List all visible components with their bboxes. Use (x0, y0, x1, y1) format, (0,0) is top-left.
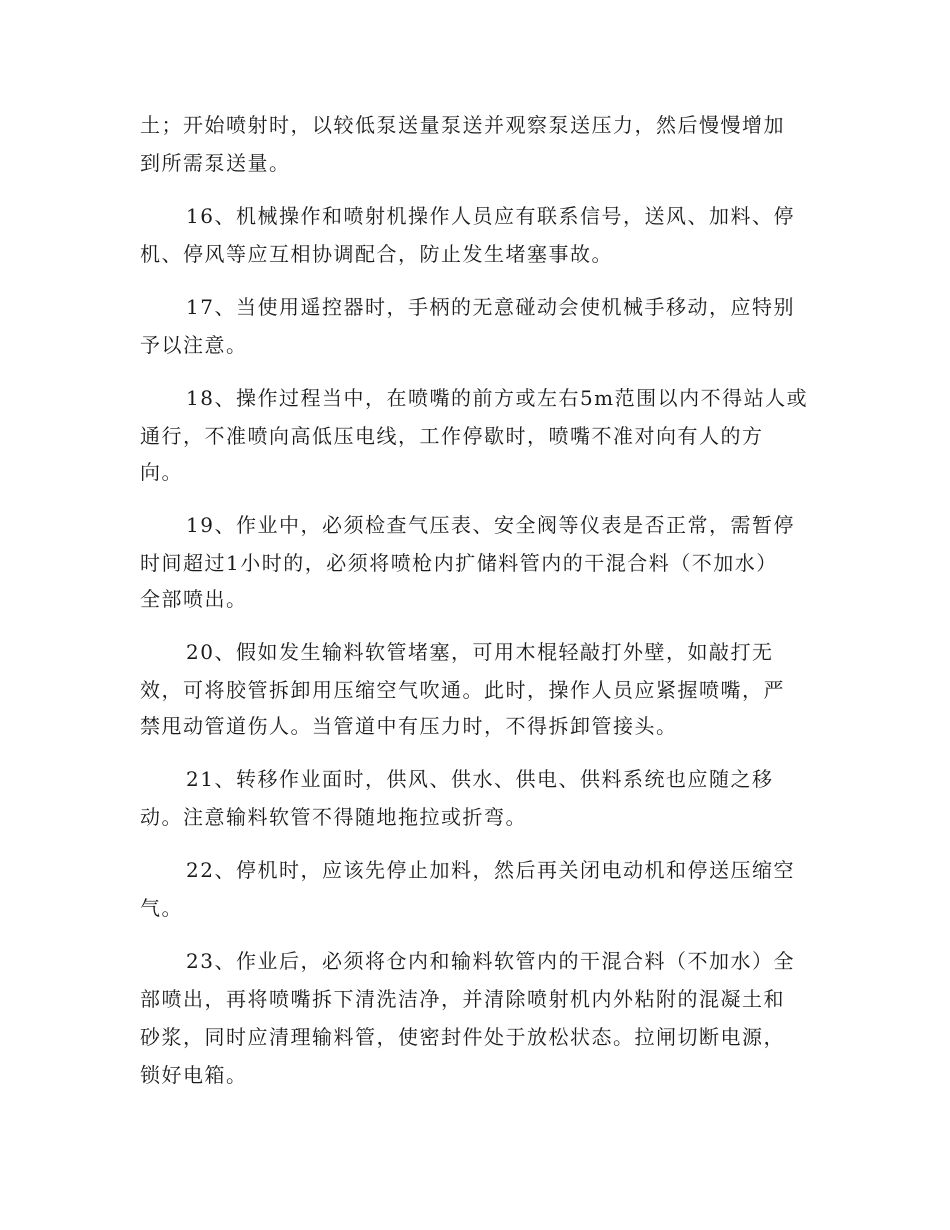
text-line: 全部喷出。 (140, 587, 248, 611)
text-line: 向。 (140, 460, 183, 484)
text-line: 22、停机时，应该先停止加料，然后再关闭电动机和停送压缩空 (186, 858, 795, 882)
text-line: 砂浆，同时应清理输料管，使密封件处于放松状态。拉闸切断电源， (140, 1025, 785, 1049)
text-line: 21、转移作业面时，供风、供水、供电、供料系统也应随之移 (186, 767, 774, 791)
text-line: 20、假如发生输料软管堵塞，可用木棍轻敲打外壁，如敲打无 (186, 640, 774, 664)
text-line: 土；开始喷射时，以较低泵送量泵送并观察泵送压力，然后慢慢增加 (140, 113, 785, 137)
text-line: 锁好电箱。 (140, 1063, 248, 1087)
text-line: 机、停风等应互相协调配合，防止发生堵塞事故。 (140, 242, 613, 266)
text-line: 到所需泵送量。 (140, 151, 291, 175)
text-line: 23、作业后，必须将仓内和输料软管内的干混合料（不加水）全 (186, 949, 795, 973)
text-line: 16、机械操作和喷射机操作人员应有联系信号，送风、加料、停 (186, 204, 795, 228)
text-line: 18、操作过程当中，在喷嘴的前方或左右5m范围以内不得站人或 (186, 386, 809, 410)
text-line: 19、作业中，必须检查气压表、安全阀等仪表是否正常，需暂停 (186, 513, 795, 537)
text-line: 17、当使用遥控器时，手柄的无意碰动会使机械手移动，应特别 (186, 295, 795, 319)
text-line: 部喷出，再将喷嘴拆下清洗洁净，并清除喷射机内外粘附的混凝土和 (140, 987, 785, 1011)
text-line: 动。注意输料软管不得随地拖拉或折弯。 (140, 805, 527, 829)
text-line: 禁甩动管道伤人。当管道中有压力时，不得拆卸管接头。 (140, 714, 678, 738)
text-line: 予以注意。 (140, 333, 248, 357)
text-line: 气。 (140, 896, 183, 920)
text-line: 效，可将胶管拆卸用压缩空气吹通。此时，操作人员应紧握喷嘴，严 (140, 678, 785, 702)
text-line: 时间超过1小时的，必须将喷枪内扩储料管内的干混合料（不加水） (140, 551, 778, 575)
text-line: 通行，不准喷向高低压电线，工作停歇时，喷嘴不准对向有人的方 (140, 424, 764, 448)
